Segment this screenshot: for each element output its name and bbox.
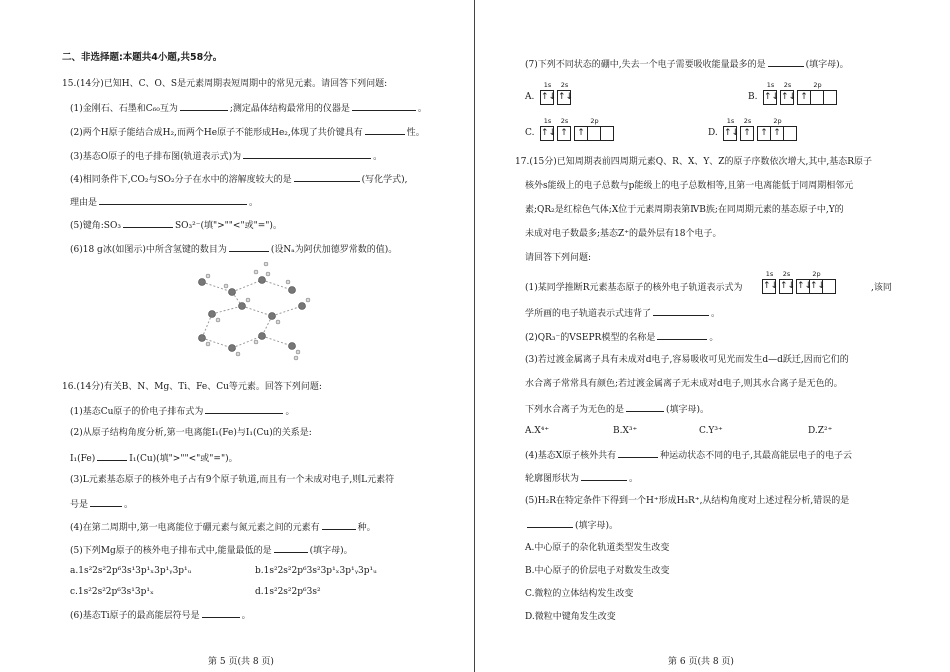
q17-1-tail: ,该同 (871, 283, 892, 293)
section-title: 二、非选择题:本题共4小题,共58分。 (62, 52, 223, 63)
q16-6: (6)基态Ti原子的最高能层符号是 。 (70, 608, 251, 622)
q16-2: (2)从原子结构角度分析,第一电离能I₁(Fe)与I₁(Cu)的关系是: (70, 428, 312, 438)
answer-blank[interactable] (180, 101, 228, 111)
answer-blank[interactable] (274, 543, 308, 553)
q15-6: (6)18 g冰(如图示)中所含氢键的数目为 (设Nₐ为阿伏加德罗常数的值)。 (70, 242, 397, 256)
q17-5-opt-a[interactable]: A.中心原子的杂化轨道类型发生改变 (525, 543, 670, 553)
q17-5-opt-b[interactable]: B.中心原子的价层电子对数发生改变 (525, 566, 670, 576)
q17-3-l1: (3)若过渡金属离子具有未成对d电子,容易吸收可见光而发生d—d跃迁,因而它们的 (525, 355, 849, 365)
answer-blank[interactable] (365, 125, 405, 135)
q17-5-answer: (填字母)。 (525, 518, 618, 532)
q16-opt-c: c.1s²2s²2p⁶3s¹3p¹ₓ (70, 587, 154, 597)
answer-blank[interactable] (123, 218, 173, 228)
ice-structure-figure (192, 262, 316, 362)
q17-3-opt-d[interactable]: D.Z²⁺ (808, 426, 833, 436)
answer-blank[interactable] (202, 608, 240, 618)
q16-1: (1)基态Cu原子的价电子排布式为 。 (70, 404, 294, 418)
q16-3: (3)L元素基态原子的核外电子占有9个原子轨道,而且有一个未成对电子,则L元素符 (70, 475, 395, 485)
q17-1-orbital-diagram: 1s ↑↓ 2s ↑↓ 2p ↑↓↑↓ (763, 279, 840, 294)
q17-5-opt-c[interactable]: C.微粒的立体结构发生改变 (525, 589, 634, 599)
page-footer: 第 5 页(共 8 页) (208, 657, 274, 667)
answer-blank[interactable] (527, 518, 573, 528)
answer-blank[interactable] (322, 520, 356, 530)
q17-3-l3: 下列水合离子为无色的是 (填字母)。 (525, 402, 709, 416)
q7-question: (7)下列不同状态的硼中,失去一个电子需要吸收能量最多的是 (填字母)。 (525, 57, 849, 71)
q17-3-l2: 水合离子常常具有颜色;若过渡金属离子无未成对d电子,则其水合离子是无色的。 (525, 379, 843, 389)
q16-4: (4)在第二周期中,第一电离能位于硼元素与氮元素之间的元素有 种。 (70, 520, 376, 534)
answer-blank[interactable] (618, 448, 658, 458)
answer-blank[interactable] (294, 172, 360, 182)
q17-3-opt-b[interactable]: B.X³⁺ (613, 426, 638, 436)
q17-1-cont: 学所画的电子轨道表示式违背了 。 (525, 306, 720, 320)
answer-blank[interactable] (626, 402, 664, 412)
q17-intro-4: 未成对电子数最多;基态Z⁺的最外层有18个电子。 (525, 229, 722, 239)
q17-1: (1)某同学推断R元素基态原子的核外电子轨道表示式为 (525, 283, 743, 293)
q16-2-answer: I₁(Fe) I₁(Cu)(填">""<"或"=")。 (70, 451, 238, 465)
q17-2: (2)QR₃⁻的VSEPR模型的名称是 。 (525, 330, 718, 344)
q16-header: 16.(14分)有关B、N、Mg、Ti、Fe、Cu等元素。回答下列问题: (62, 382, 322, 392)
answer-blank[interactable] (352, 101, 416, 111)
q7-option-b[interactable]: B. 1s ↑↓ 2s ↑↓ 2p ↑ (748, 90, 841, 105)
answer-blank[interactable] (205, 404, 283, 414)
q17-4-cont: 轮廓图形状为 。 (525, 471, 638, 485)
q17-intro-1: 17.(15分)已知周期表前四周期元素Q、R、X、Y、Z的原子序数依次增大,其中,基态R原子 (515, 157, 873, 167)
q15-4-reason: 理由是 。 (70, 195, 258, 209)
q17-4: (4)基态X原子核外共有 种运动状态不同的电子,其最高能层电子的电子云 (525, 448, 852, 462)
page-footer: 第 6 页(共 8 页) (668, 657, 734, 667)
q17-intro-2: 核外s能级上的电子总数与p能级上的电子总数相等,且第一电离能低于同周期相邻元 (525, 181, 854, 191)
right-page (475, 0, 950, 672)
q17-3-opt-c[interactable]: C.Y³⁺ (699, 426, 723, 436)
q15-4: (4)相同条件下,CO₂与SO₂分子在水中的溶解度较大的是 (写化学式), (70, 172, 408, 186)
q15-1: (1)金刚石、石墨和C₆₀互为 ;测定晶体结构最常用的仪器是 。 (70, 101, 427, 115)
answer-blank[interactable] (768, 57, 804, 67)
q15-5: (5)键角:SO₃ SO₃²⁻(填">""<"或"=")。 (70, 218, 282, 232)
q16-opt-d: d.1s²2s²2p⁶3s² (255, 587, 321, 597)
q16-3-answer: 号是 。 (70, 497, 133, 511)
q16-5: (5)下列Mg原子的核外电子排布式中,能量最低的是 (填字母)。 (70, 543, 353, 557)
answer-blank[interactable] (229, 242, 269, 252)
answer-blank[interactable] (243, 149, 371, 159)
answer-blank[interactable] (90, 497, 122, 507)
answer-blank[interactable] (99, 195, 247, 205)
q17-5-opt-d[interactable]: D.微粒中键角发生改变 (525, 612, 616, 622)
answer-blank[interactable] (653, 306, 709, 316)
q17-5: (5)H₂R在特定条件下得到一个H⁺形成H₃R⁺,从结构角度对上述过程分析,错误的是 (525, 496, 850, 506)
q7-option-c[interactable]: C. 1s ↑↓ 2s ↑ 2p ↑ (525, 126, 618, 141)
q16-opt-a: a.1s²2s²2p⁶3s¹3p¹ₓ3p¹ᵧ3p¹ᵤ (70, 566, 192, 576)
q15-3: (3)基态O原子的电子排布图(轨道表示式)为 。 (70, 149, 382, 163)
q7-option-a[interactable]: A. 1s ↑↓ 2s ↑↓ (525, 90, 575, 105)
q16-opt-b: b.1s²2s²2p⁶3s²3p¹ₓ3p¹ᵧ3p¹ᵤ (255, 566, 377, 576)
q17-prompt: 请回答下列问题: (525, 253, 592, 263)
q17-intro-3: 素;QR₂是红棕色气体;X位于元素周期表第ⅣB族;在同周期元素的基态原子中,Y的 (525, 205, 844, 215)
q15-header: 15.(14分)已知H、C、O、S是元素周期表短周期中的常见元素。请回答下列问题: (62, 79, 388, 89)
q15-2: (2)两个H原子能结合成H₂,而两个He原子不能形成He₂,体现了共价键具有 性。 (70, 125, 425, 139)
q7-option-d[interactable]: D. 1s ↑↓ 2s ↑ 2p ↑ ↑ (708, 126, 801, 141)
answer-blank[interactable] (581, 471, 627, 481)
q17-3-opt-a[interactable]: A.X⁴⁺ (525, 426, 550, 436)
answer-blank[interactable] (657, 330, 707, 340)
answer-blank[interactable] (97, 451, 127, 461)
